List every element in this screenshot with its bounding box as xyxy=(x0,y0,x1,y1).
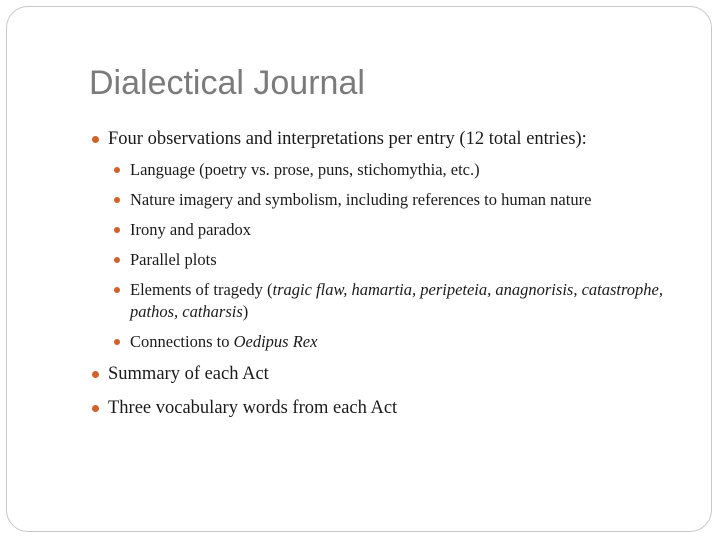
bullet-summary xyxy=(91,362,701,386)
bullet-dot-icon xyxy=(114,167,120,173)
sub-bullet-irony xyxy=(113,219,701,241)
sub-bullet-text: Parallel plots xyxy=(130,250,217,269)
bullet-dot-icon xyxy=(92,136,99,143)
sub-bullet-text-end: ) xyxy=(242,302,249,321)
sub-bullet-language xyxy=(113,159,701,181)
tragedy-terms: tragic flaw, hamartia, peripeteia, anagnorisis, catastrophe, pathos, catharsis xyxy=(130,280,663,321)
bullet-dot-icon xyxy=(92,371,99,378)
sub-bullet-text: Connections to xyxy=(130,332,234,351)
slide-frame xyxy=(6,6,712,532)
bullet-dot-icon xyxy=(114,197,120,203)
bullet-dot-icon xyxy=(114,287,120,293)
sub-bullet-text: Language (poetry vs. prose, puns, stichomythia, etc.) xyxy=(130,160,480,179)
bullet-dot-icon xyxy=(114,257,120,263)
bullet-dot-icon xyxy=(114,227,120,233)
sub-bullet-text: Elements of tragedy ( xyxy=(130,280,273,299)
sub-bullet-text: Irony and paradox xyxy=(130,220,251,239)
sub-bullet-nature xyxy=(113,189,701,211)
bullet-list xyxy=(91,127,701,420)
bullet-dot-icon xyxy=(114,339,120,345)
bullet-vocab xyxy=(91,396,701,420)
sub-bullet-text: Nature imagery and symbolism, including references to human nature xyxy=(130,190,592,209)
sub-bullet-tragedy xyxy=(113,279,695,323)
bullet-observations xyxy=(91,127,701,151)
bullet-dot-icon xyxy=(92,405,99,412)
sub-bullet-connections xyxy=(113,331,701,353)
slide-title: Dialectical Journal xyxy=(89,64,365,102)
bullet-text: Summary of each Act xyxy=(108,364,269,384)
bullet-text: Three vocabulary words from each Act xyxy=(108,398,398,418)
bullet-text: Four observations and interpretations per entry (12 total entries): xyxy=(108,129,587,149)
work-title: Oedipus Rex xyxy=(233,332,318,351)
sub-bullet-plots xyxy=(113,249,701,271)
